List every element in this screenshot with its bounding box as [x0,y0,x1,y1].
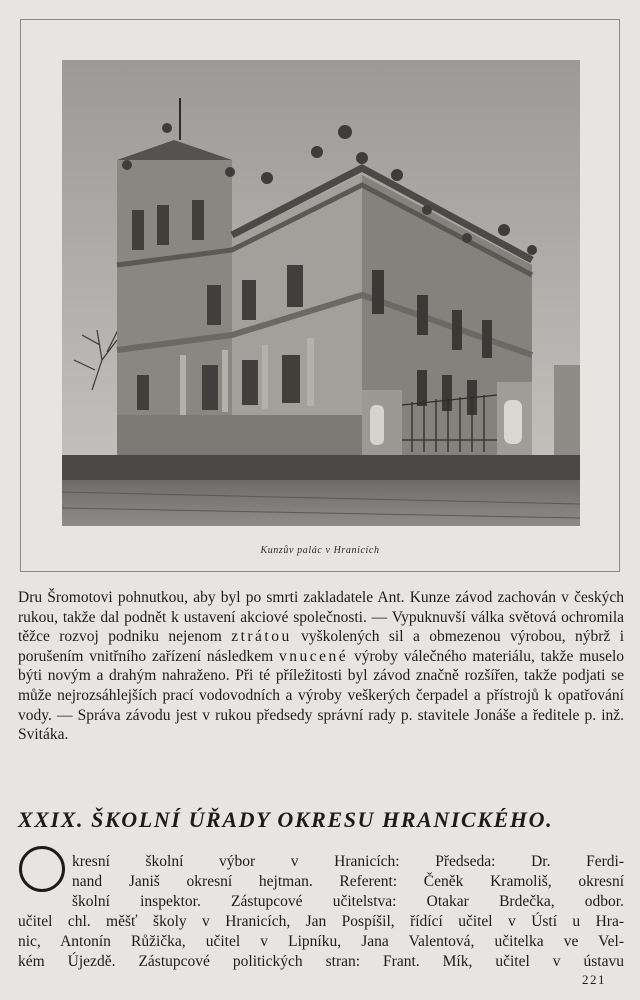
section-line: učitel chl. měšť školy v Hranicích, Jan Pospíšil, řídící učitel v Ústí u Hra- [18,913,624,930]
paragraph-text: Dru Šromotovi pohnutkou, aby byl po smrti zakladatele Ant. Kunze závod zachován v českých rukou, takže dal podnět k ustavení akciové společnosti. — Vypuknuvší válka světová ochromila těžce rozvoj podniku nejenom [18,589,624,646]
paragraph-text: vyškolených sil a obmezenou výrobou, nýbrž i porušením vnitřního zařízení následkem [18,628,624,665]
section-line: kém Újezdě. Zástupcové politických stran: Frant. Mík, učitel v ústavu [18,953,624,970]
body-paragraph [18,588,624,745]
spaced-emphasis: vnucené [279,647,349,665]
section-line: školní inspektor. Zástupcové učitelstva: Otakar Brdečka, odbor. [72,893,624,910]
figure-caption: Kunzův palác v Hranicích [260,545,380,556]
section-line: nand Janiš okresní hejtman. Referent: Čeněk Kramoliš, okresní [72,873,624,890]
section-heading: XXIX. ŠKOLNÍ ÚŘADY OKRESU HRANICKÉHO. [18,807,554,832]
section-line: nic, Antonín Růžička, učitel v Lipníku, Jana Valentová, učitelka ve Vel- [18,933,624,950]
paragraph-text: výroby válečného materiálu, takže muselo býti novým a drahým nahraženo. Při té příležitosti byl závod značně rozšířen, takže podjati se může nejrozsáhlejších prací vodovodních a výroby veškerých čerpadel a přístrojů k opatřování vody. — Správa závodu jest v rukou předsedy správní rady p. stavitele Jonáše a ředitele p. inž. Svitáka. [18,647,625,744]
drop-initial-o [19,846,65,892]
page-number: 221 [582,972,606,987]
spaced-emphasis: ztrátou [231,628,292,646]
section-line: kresní školní výbor v Hranicích: Předseda: Dr. Ferdi- [72,853,624,870]
palace-photo [62,60,580,526]
